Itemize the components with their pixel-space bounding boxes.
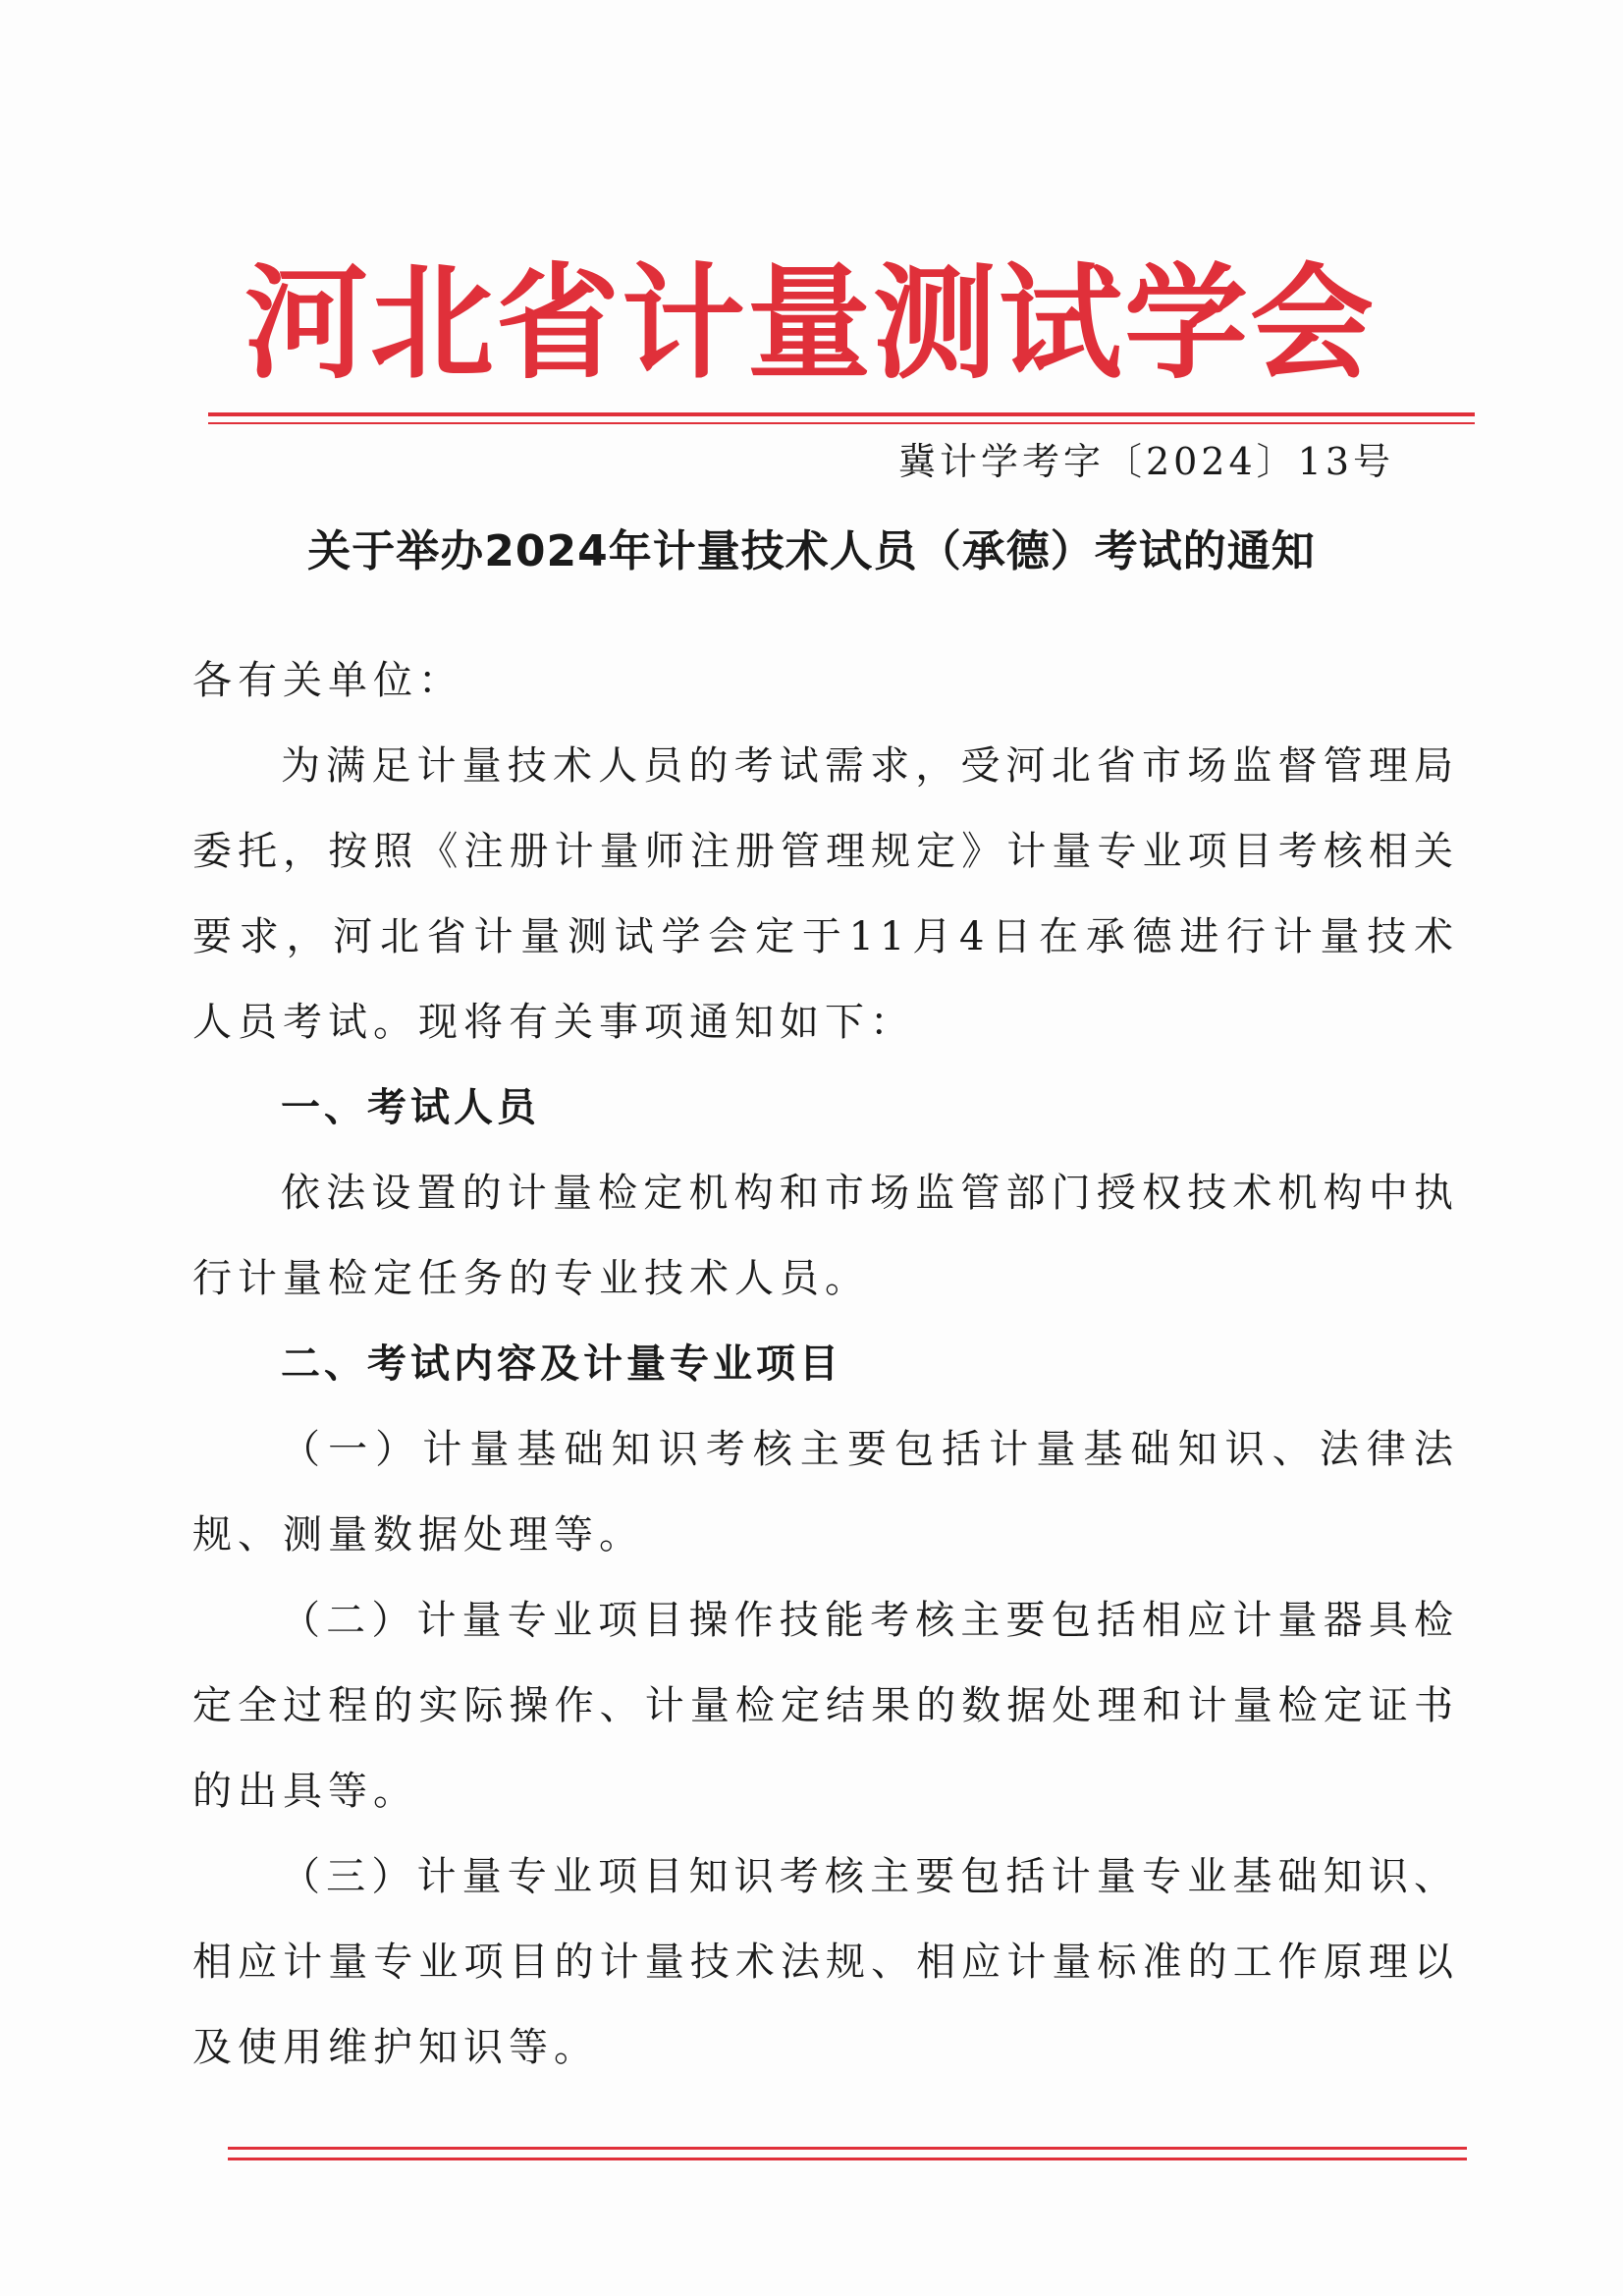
masthead-org-name: 河北省计量测试学会 [244,251,1376,396]
footer-rule-top [228,2147,1467,2150]
masthead-rule-bottom [208,422,1475,424]
section2-heading: 二、考试内容及计量专业项目 [281,1341,842,1387]
footer-rule-bottom [228,2158,1467,2160]
section1-heading: 一、考试人员 [281,1085,540,1130]
document-title: 关于举办2024年计量技术人员（承德）考试的通知 [307,526,1316,576]
section2-item-1: （一）计量基础知识考核主要包括计量基础知识、法律法规、测量数据处理等。 [192,1427,1459,1558]
document-body [192,638,1459,2091]
section1-paragraph: 依法设置的计量检定机构和市场监管部门授权技术机构中执行计量检定任务的专业技术人员。 [192,1171,1459,1301]
document-number: 冀计学考字〔2024〕13号 [897,440,1394,483]
masthead-rule-top [208,412,1475,416]
section2-item-2: （二）计量专业项目操作技能考核主要包括相应计量器具检定全过程的实际操作、计量检定结果的数据处理和计量检定证书的出具等。 [192,1598,1459,1814]
section2-item-3: （三）计量专业项目知识考核主要包括计量专业基础知识、相应计量专业项目的计量技术法规、相应计量标准的工作原理以及使用维护知识等。 [192,1854,1459,2070]
salutation: 各有关单位： [192,658,463,703]
intro-paragraph: 为满足计量技术人员的考试需求，受河北省市场监督管理局委托，按照《注册计量师注册管理规定》计量专业项目考核相关要求，河北省计量测试学会定于11月4日在承德进行计量技术人员考试。现将有关事项通知如下： [192,743,1459,1045]
